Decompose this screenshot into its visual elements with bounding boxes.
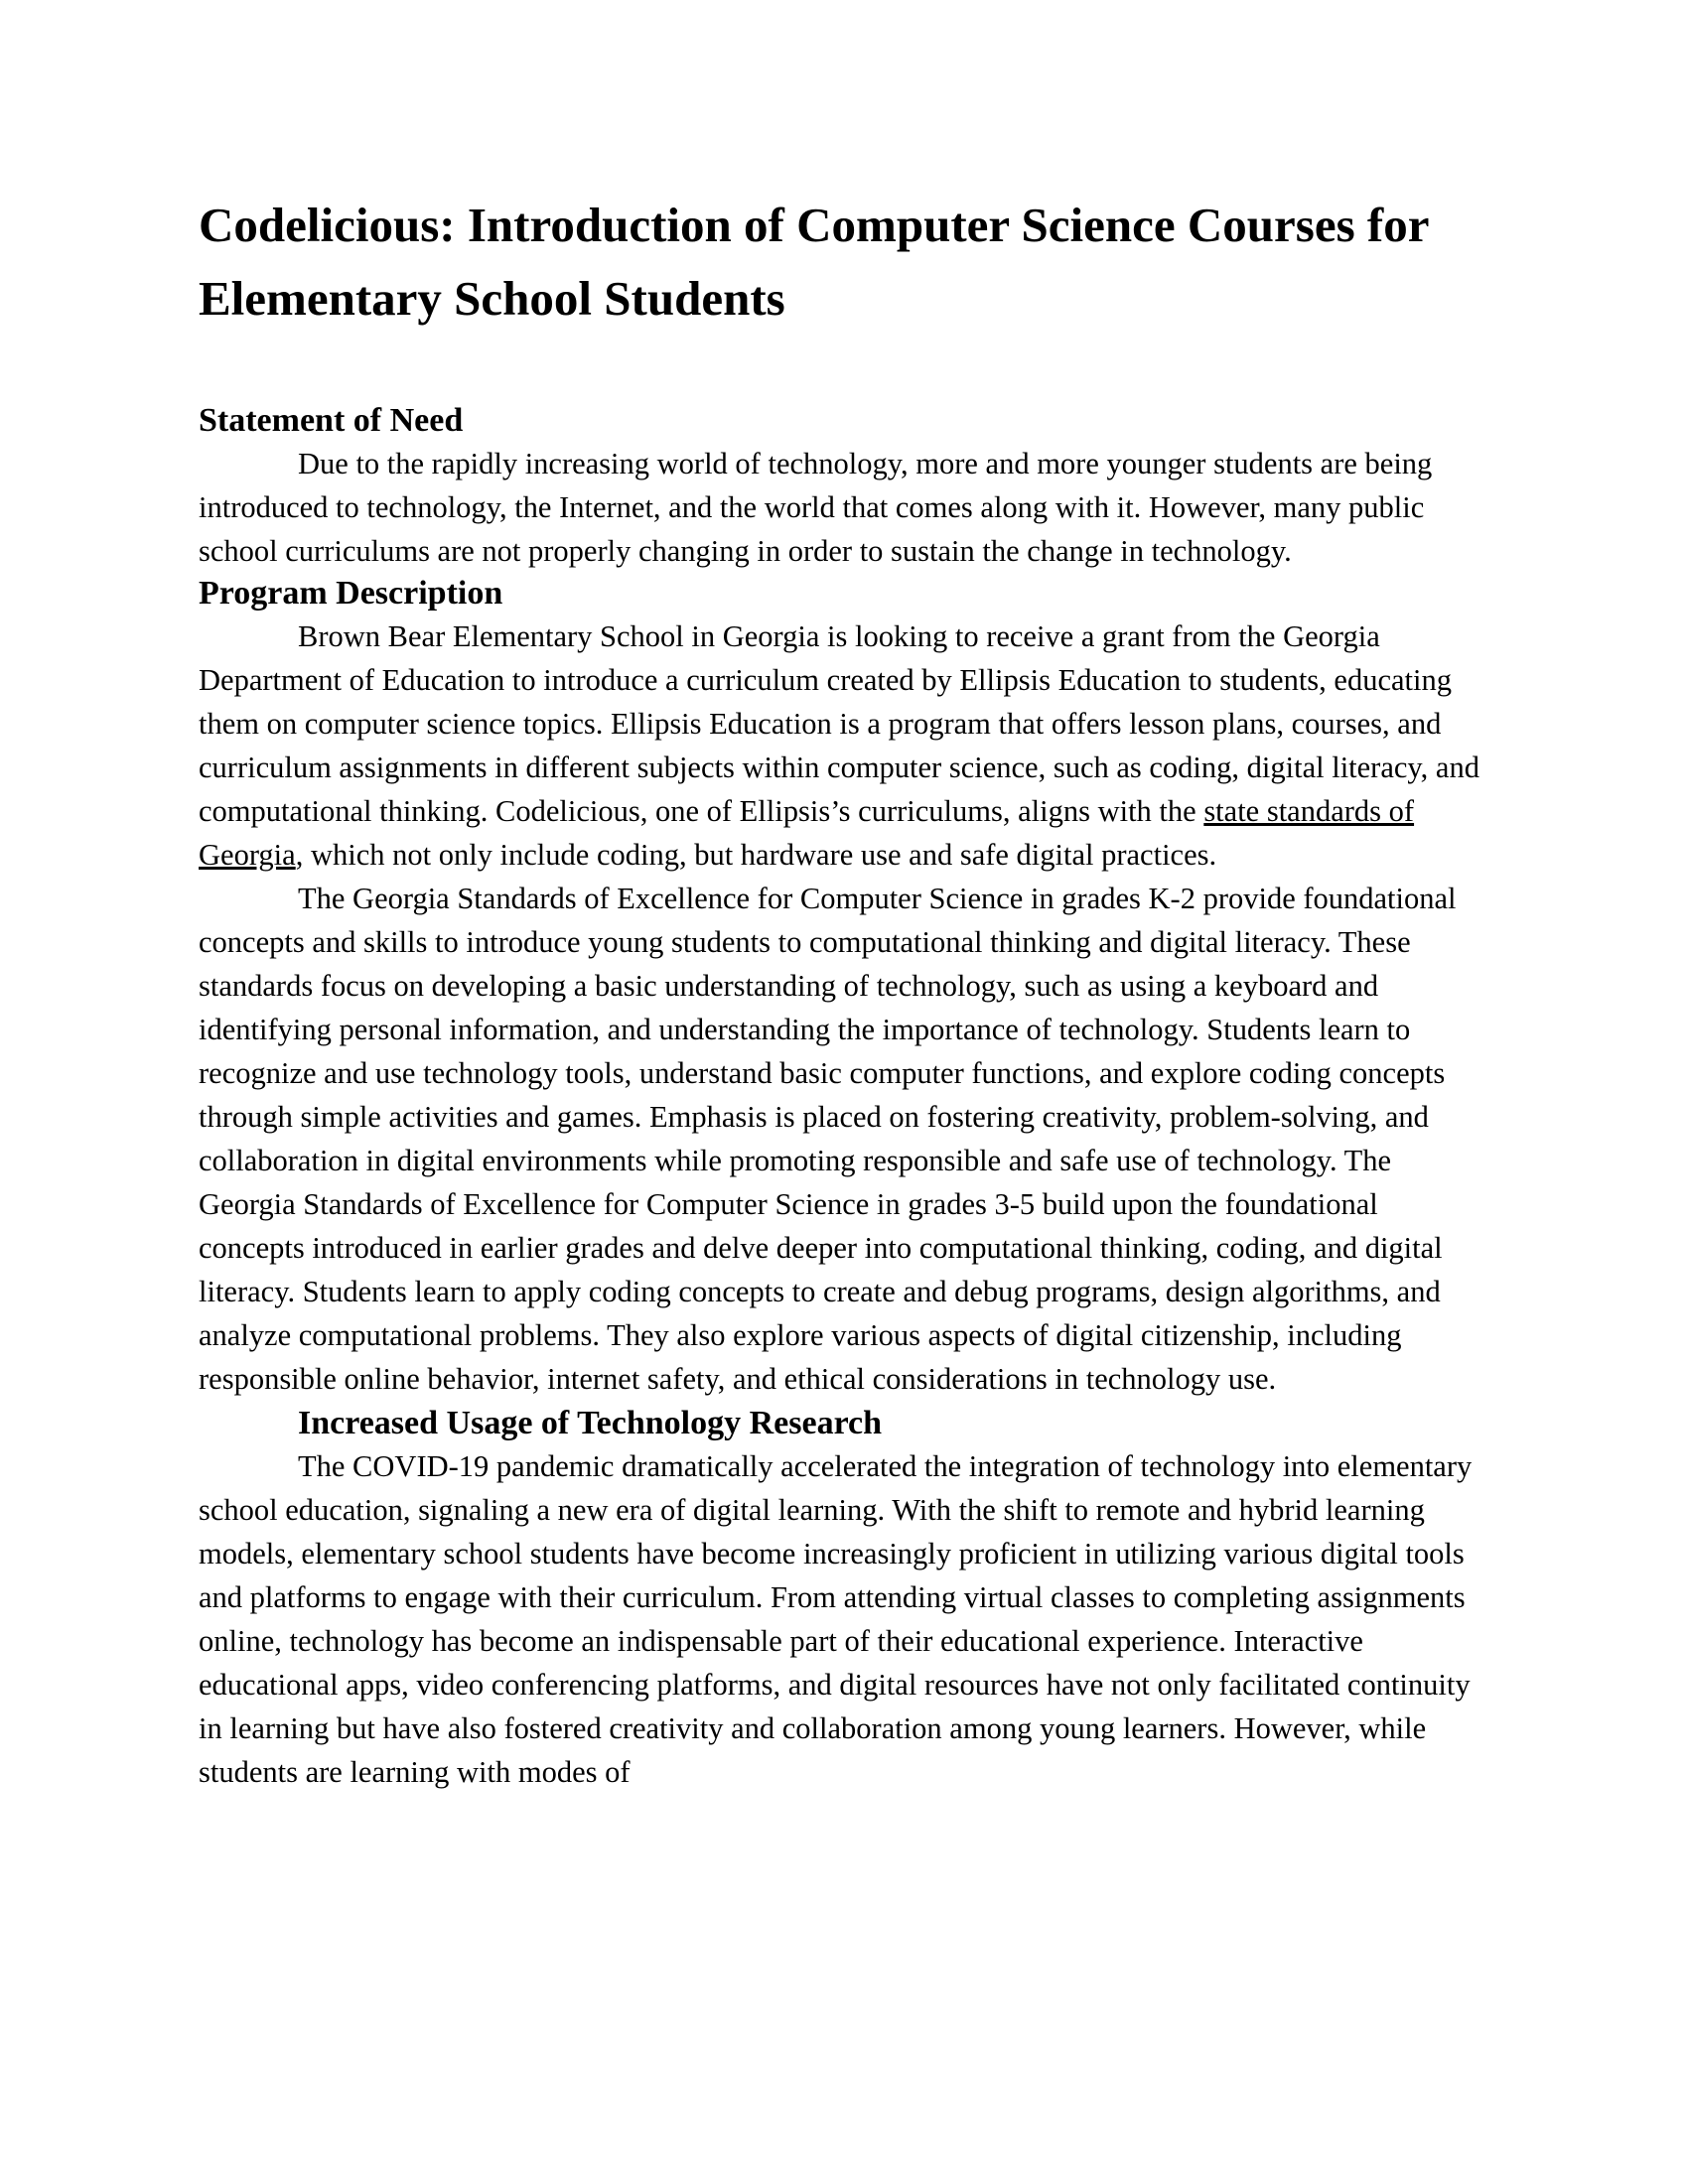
document-page: [199, 189, 1489, 1794]
paragraph-statement-of-need: Due to the rapidly increasing world of technology, more and more younger students are being introduced to technology, the Internet, and the world that comes along with it. However, many public school curriculums are not properly changing in order to sustain the change in technology.: [199, 447, 1433, 568]
heading-statement-of-need: Statement of Need: [199, 402, 464, 439]
paragraph-program-description-2: The Georgia Standards of Excellence for Computer Science in grades K-2 provide foundational concepts and skills to introduce young students to computational thinking and digital literacy. These standards focus on developing a basic understanding of technology, such as using a keyboard and identifying personal information, and understanding the importance of technology. Students learn to recognize and use technology tools, understand basic computer functions, and explore coding concepts through simple activities and games. Emphasis is placed on fostering creativity, problem-solving, and collaboration in digital environments while promoting responsible and safe use of technology. The Georgia Standards of Excellence for Computer Science in grades 3-5 build upon the foundational concepts introduced in earlier grades and delve deeper into computational thinking, coding, and digital literacy. Students learn to apply coding concepts to create and debug programs, design algorithms, and analyze computational problems. They also explore various aspects of digital citizenship, including responsible online behavior, internet safety, and ethical considerations in technology use.: [199, 882, 1457, 1396]
paragraph-technology-research: The COVID-19 pandemic dramatically accelerated the integration of technology into elementary school education, signaling a new era of digital learning. With the shift to remote and hybrid learning models, elementary school students have become increasingly proficient in utilizing various digital tools and platforms to engage with their curriculum. From attending virtual classes to completing assignments online, technology has become an indispensable part of their educational experience. Interactive educational apps, video conferencing platforms, and digital resources have not only facilitated continuity in learning but have also fostered creativity and collaboration among young learners. However, while students are learning with modes of: [199, 1449, 1473, 1789]
document-title: Codelicious: Introduction of Computer Science Courses for Elementary School Students: [199, 198, 1429, 326]
paragraph-program-description-1: [199, 614, 1489, 877]
heading-technology-research: Increased Usage of Technology Research: [298, 1405, 883, 1441]
paragraph-text-after-link: , which not only include coding, but hardware use and safe digital practices.: [295, 838, 1217, 872]
paragraph-text-before-link: Brown Bear Elementary School in Georgia is looking to receive a grant from the Georgia Department of Education to introduce a curriculum created by Ellipsis Education to students, educating them on computer science topics. Ellipsis Education is a program that offers lesson plans, courses, and curriculum assignments in different subjects within computer science, such as coding, digital literacy, and computational thinking. Codelicious, one of Ellipsis’s curriculums, aligns with the: [199, 619, 1479, 828]
heading-program-description: Program Description: [199, 575, 503, 612]
state-standards-link[interactable]: state standards of Georgia: [199, 794, 1415, 872]
